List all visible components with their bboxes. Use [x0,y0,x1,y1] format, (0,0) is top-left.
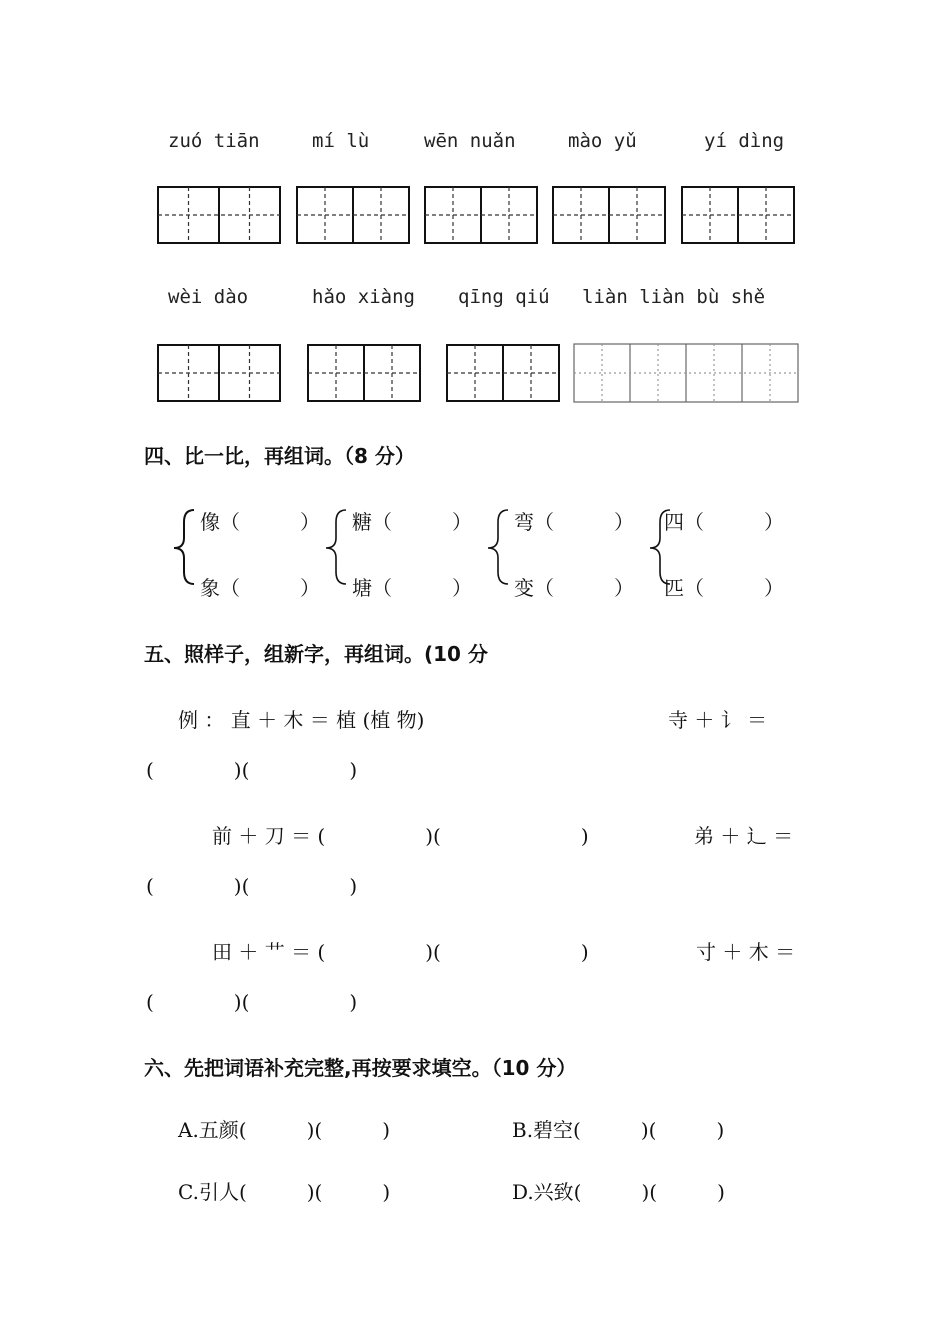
compare-1-bottom: 象（ ） [200,576,320,600]
compare-3-top: 弯（ ） [514,510,634,534]
section5-title: 五、照样子，组新字，再组词。(10 分 [144,642,488,666]
item1-left: 寺 ＋ 讠 ＝ [668,708,768,732]
example-line: 例 ： 直 ＋ 木 ＝ 植 (植 物) [178,708,425,732]
compare-4-top: 四（ ） [664,510,784,534]
compare-1-top: 像（ ） [200,510,320,534]
pinyin-4: mào yǔ [568,130,637,152]
pinyin-6: wèi dào [168,286,249,308]
item2-blanks: ( )( ) [146,874,358,898]
fill-d: D.兴致( )( ) [512,1180,725,1204]
brace-2 [326,510,346,584]
pinyin-1: zuó tiān [168,130,260,152]
pinyin-2: mí lù [312,130,370,152]
item2-left: 前 ＋ 刀 ＝ ( )( ) [212,824,589,848]
item2-right: 弟 ＋ 辶 ＝ [694,824,794,848]
fill-b: B.碧空( )( ) [512,1118,725,1142]
section4-title: 四、比一比，再组词。（8 分） [144,444,415,468]
pinyin-3: wēn nuǎn [424,130,516,152]
section6-title: 六、先把词语补充完整,再按要求填空。（10 分） [144,1056,577,1080]
compare-4-bottom: 匹（ ） [664,576,784,600]
item3-right: 寸 ＋ 木 ＝ [696,940,796,964]
pinyin-9: liàn liàn bù shě [582,286,766,308]
pinyin-5: yí dìng [704,130,785,152]
pinyin-8: qīng qiú [458,286,550,308]
item3-left: 田 ＋ 艹 ＝ ( )( ) [212,940,589,964]
pinyin-7: hǎo xiàng [312,286,415,308]
compare-2-bottom: 塘（ ） [352,576,472,600]
item3-blanks: ( )( ) [146,990,358,1014]
fill-a: A.五颜( )( ) [178,1118,391,1142]
brace-1 [174,510,194,584]
item1-blanks: ( )( ) [146,758,358,782]
compare-2-top: 糖（ ） [352,510,472,534]
fill-c: C.引人( )( ) [178,1180,391,1204]
brace-3 [488,510,508,584]
braces [0,500,950,610]
compare-3-bottom: 变（ ） [514,576,634,600]
writing-grids [0,0,950,420]
